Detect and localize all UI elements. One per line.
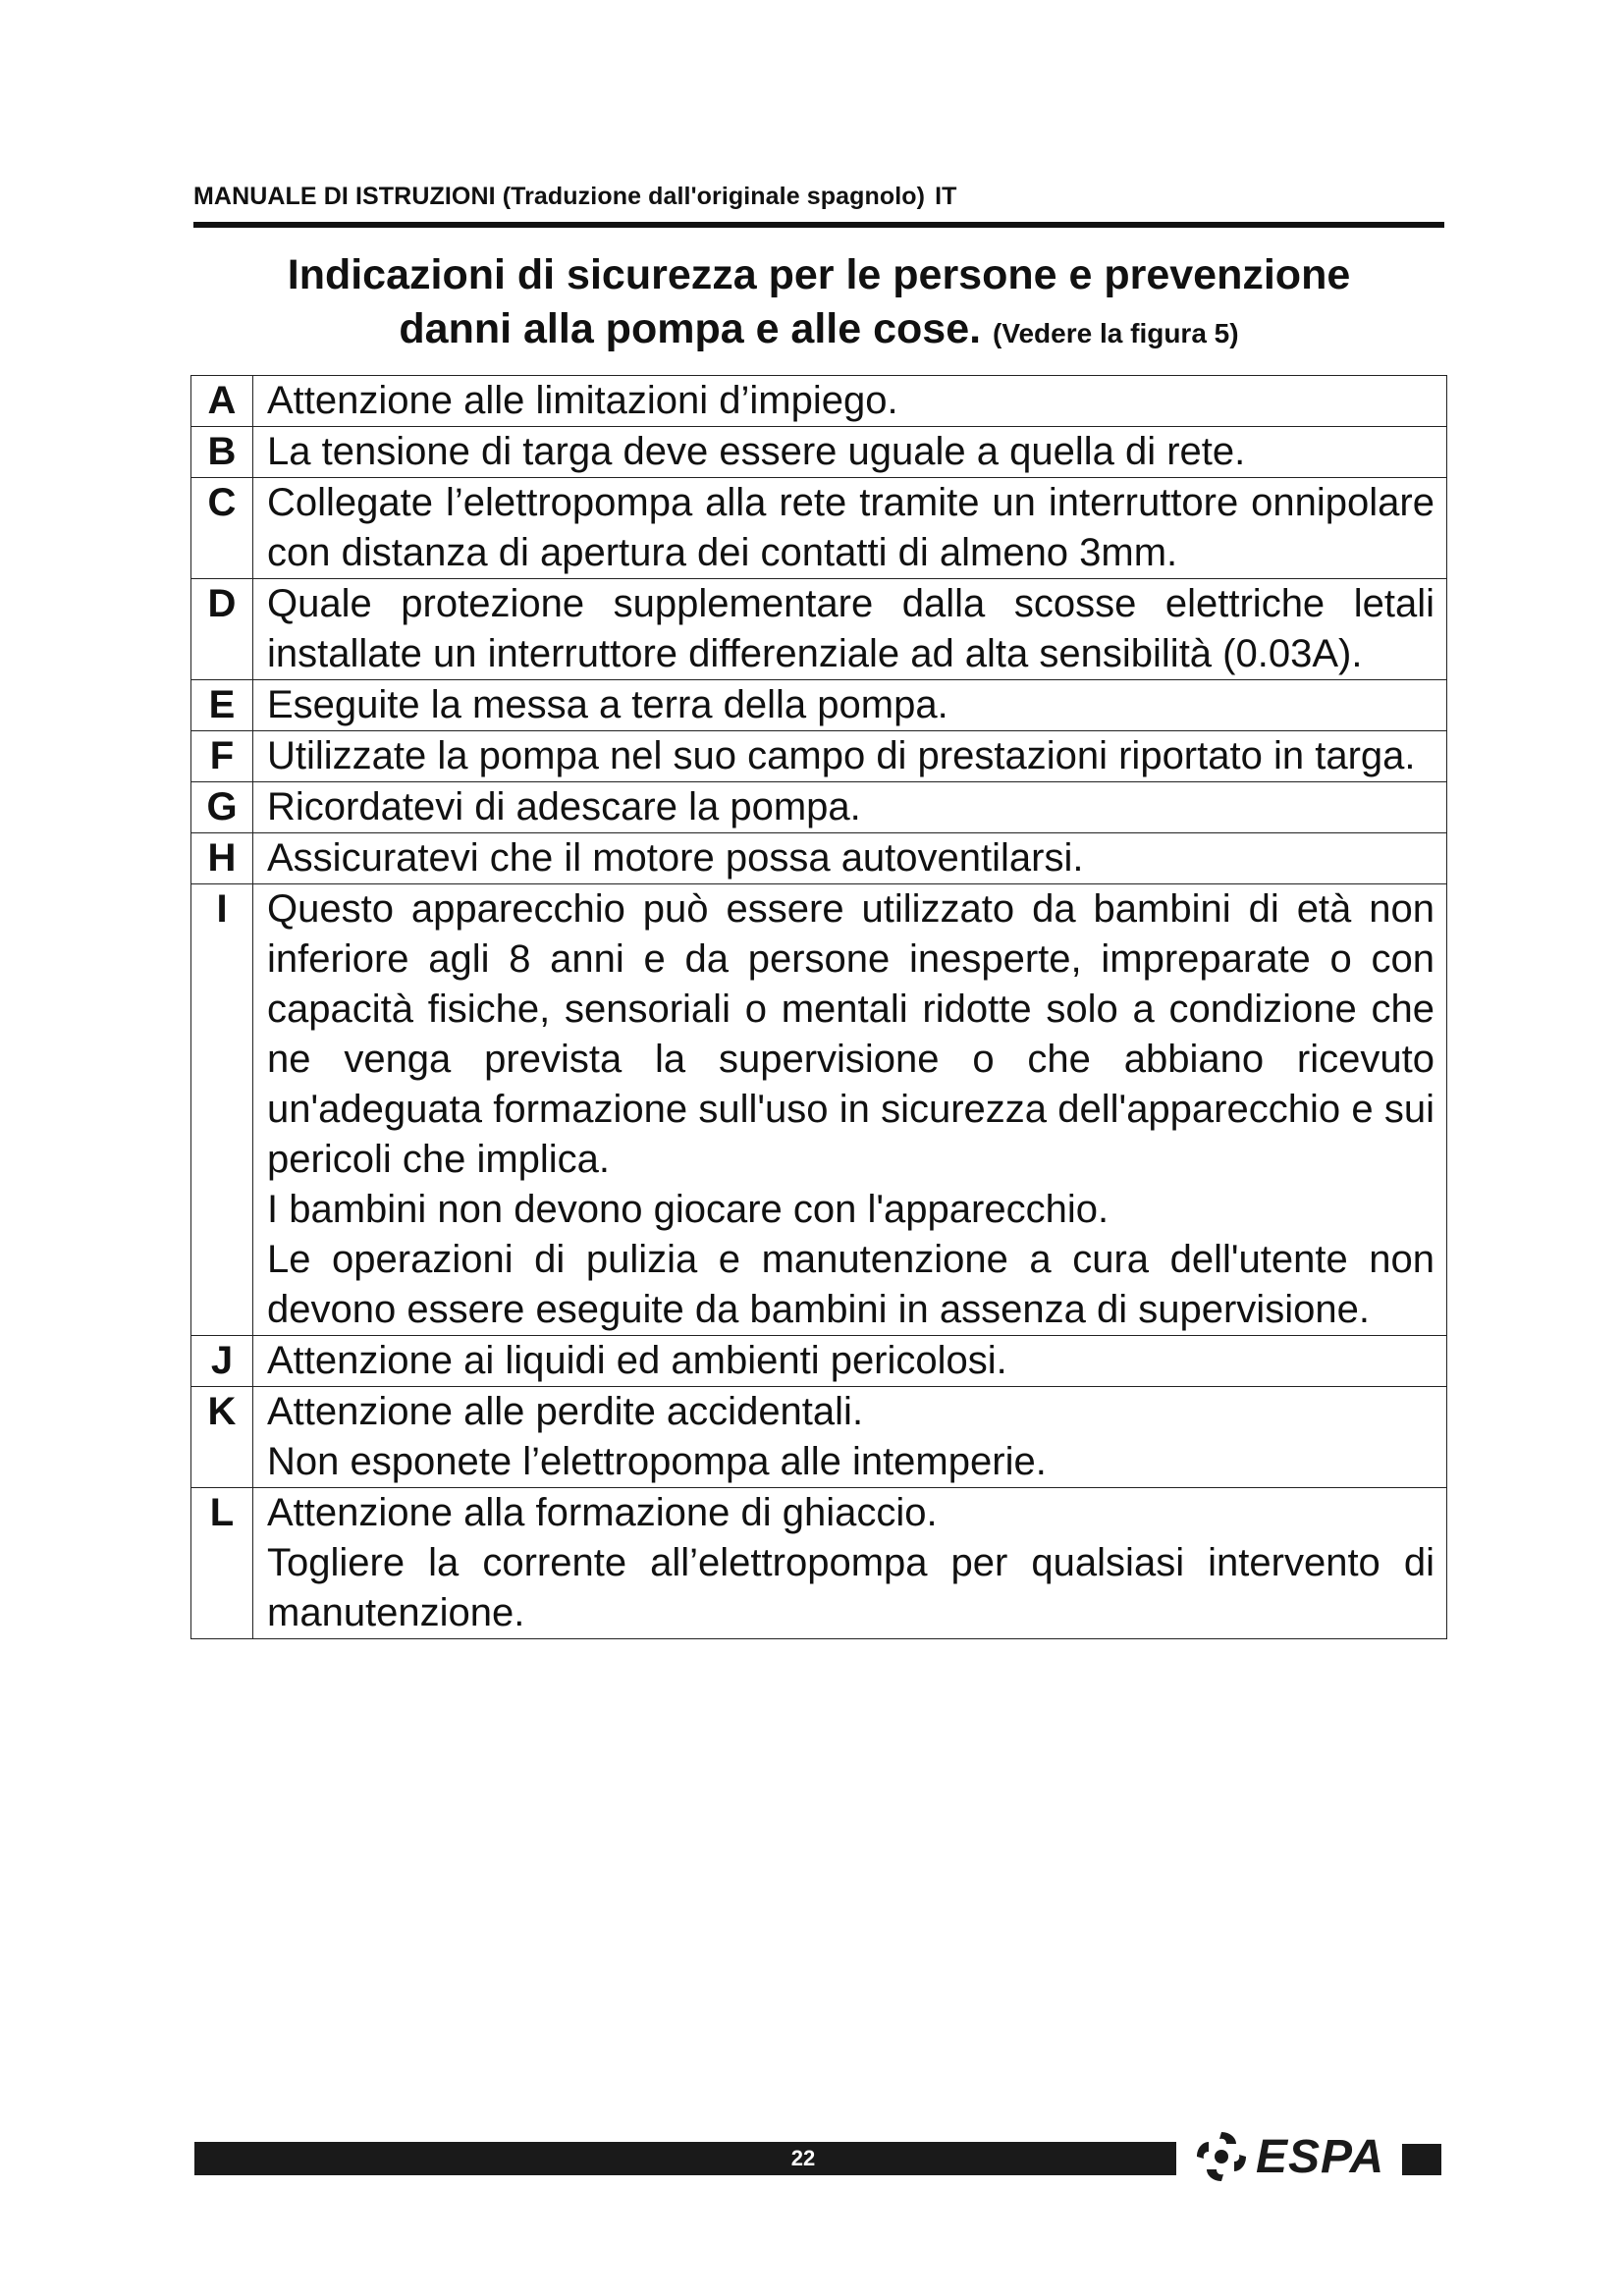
item-paragraph: La tensione di targa deve essere uguale a quella di rete. [267,430,1246,473]
item-letter: I [191,884,253,1336]
espa-swirl-icon [1193,2128,1250,2185]
item-letter: A [191,376,253,427]
section-title [193,248,1444,360]
brand-name: ESPA [1256,2130,1385,2183]
safety-item-row [191,1336,1447,1387]
item-letter: F [191,731,253,782]
item-paragraph: Utilizzate la pompa nel suo campo di prestazioni riportato in targa. [267,734,1416,777]
safety-item-row [191,731,1447,782]
item-text [253,376,1447,427]
language-code: IT [935,183,957,210]
item-text [253,782,1447,833]
safety-item-row [191,376,1447,427]
item-paragraph: Ricordatevi di adescare la pompa. [267,785,861,828]
safety-item-row [191,680,1447,731]
title-line-2 [193,302,1444,360]
safety-item-row [191,1387,1447,1488]
item-text [253,680,1447,731]
item-letter: C [191,478,253,579]
manual-title: MANUALE DI ISTRUZIONI (Traduzione dall'originale spagnolo) [193,183,926,210]
safety-table [190,375,1447,1639]
item-text [253,731,1447,782]
item-letter: E [191,680,253,731]
item-paragraph: I bambini non devono giocare con l'apparecchio. [267,1188,1110,1231]
header-rule [193,222,1444,228]
figure-reference: (Vedere la figura 5) [993,318,1239,348]
item-paragraph: Le operazioni di pulizia e manutenzione a cura dell'utente non devono essere eseguite da bambini in assenza di supervisione. [267,1238,1435,1331]
item-letter: D [191,579,253,680]
item-text [253,478,1447,579]
item-paragraph: Collegate l’elettropompa alla rete tramite un interruttore onnipolare con distanza di apertura dei contatti di almeno 3mm. [267,481,1435,574]
brand-logo [1193,2122,1384,2191]
safety-item-row [191,478,1447,579]
safety-item-row [191,884,1447,1336]
footer-end-block [1402,2144,1441,2175]
item-text [253,579,1447,680]
item-letter: G [191,782,253,833]
item-paragraph: Attenzione alle limitazioni d’impiego. [267,379,898,422]
item-text [253,1488,1447,1639]
item-paragraph: Attenzione alla formazione di ghiaccio. [267,1491,938,1534]
item-text [253,1387,1447,1488]
item-paragraph: Togliere la corrente all’elettropompa per qualsiasi intervento di manutenzione. [267,1541,1435,1634]
title-line-1: Indicazioni di sicurezza per le persone e prevenzione [287,251,1351,298]
page-header [193,183,1444,211]
item-letter: B [191,427,253,478]
item-letter: J [191,1336,253,1387]
item-letter: L [191,1488,253,1639]
safety-item-row [191,833,1447,884]
item-paragraph: Non esponete l’elettropompa alle intemperie. [267,1440,1047,1483]
safety-item-row [191,427,1447,478]
safety-item-row [191,782,1447,833]
title-line-2-text: danni alla pompa e alle cose. [399,305,982,352]
item-text [253,833,1447,884]
safety-item-row [191,579,1447,680]
item-paragraph: Attenzione alle perdite accidentali. [267,1390,864,1433]
item-paragraph: Attenzione ai liquidi ed ambienti pericolosi. [267,1339,1007,1382]
item-letter: H [191,833,253,884]
item-letter: K [191,1387,253,1488]
page-number: 22 [790,2146,816,2170]
item-text [253,1336,1447,1387]
safety-item-row [191,1488,1447,1639]
item-paragraph: Quale protezione supplementare dalla scosse elettriche letali installate un interruttore differenziale ad alta sensibilità (0.03A). [267,582,1435,675]
item-paragraph: Assicuratevi che il motore possa autoventilarsi. [267,836,1084,880]
item-text [253,884,1447,1336]
item-paragraph: Questo apparecchio può essere utilizzato da bambini di età non inferiore agli 8 anni e da persone inesperte, impreparate o con capacità fisiche, sensoriali o mentali ridotte solo a condizione che ne venga prevista la supervisione o che abbiano ricevuto un'adeguata formazione sull'uso in sicurezza dell'apparecchio e sui pericoli che implica. [267,887,1435,1181]
item-text [253,427,1447,478]
item-paragraph: Eseguite la messa a terra della pompa. [267,683,948,726]
